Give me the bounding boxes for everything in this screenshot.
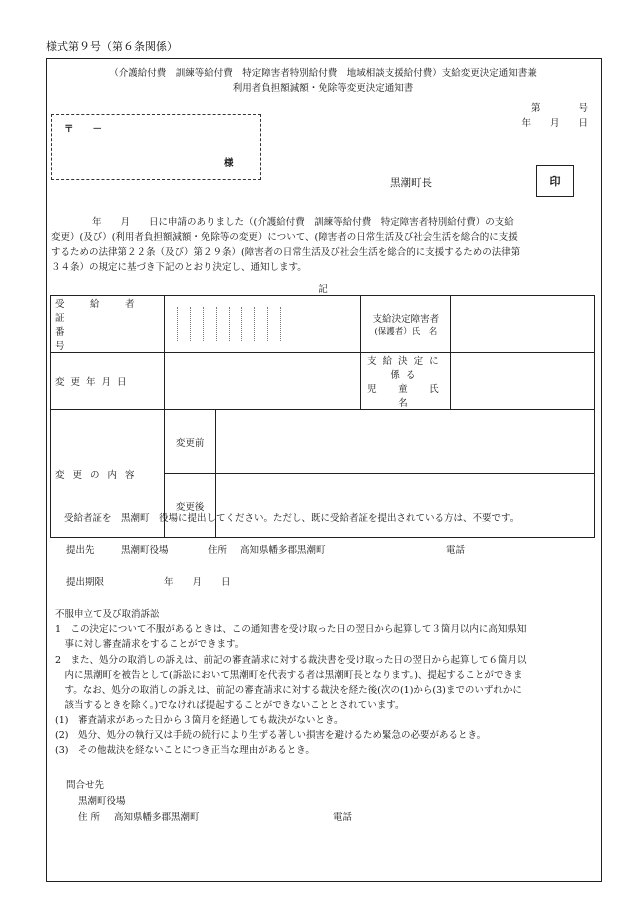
seal-box <box>536 165 574 197</box>
submit-to-label: 提出先 <box>66 545 95 556</box>
after-label: 変更後 <box>165 474 216 538</box>
doc-date: 年 月 日 <box>521 118 588 129</box>
title-line-2: 利用者負担額減額・免除等変更決定通知書 <box>232 83 414 94</box>
body-line-2: 変更）(及び）(利用者負担額減額・免除等の変更）について、(障害者の日常生活及び社会生活を総合的に支援 <box>51 232 518 243</box>
doc-number: 第 号 <box>530 103 588 114</box>
contact-heading: 問合せ先 <box>66 780 105 791</box>
body-line-1: 年 月 日に申請のありました（(介護給付費 訓練等給付費 特定障害者特別給付費）の支給 <box>92 217 514 228</box>
seal-mark: 印 <box>549 175 561 188</box>
appeal-item-2: (2) 処分、処分の執行又は手続の続行により生ずる著しい損害を避けるため緊急の必要があるとき。 <box>55 730 487 741</box>
appeal-line-3: 2 また、処分の取消しの訴えは、前記の審査請求に対する裁決書を受け取った日の翌日から起算して６箇月以 <box>55 655 527 666</box>
appeal-item-1: (1) 審査請求があった日から３箇月を経過しても裁決がないとき。 <box>55 715 344 726</box>
appeal-line-4: 内に黒潮町を被告として(訴訟において黒潮町を代表する者は黒潮町長となります。)、提起することができま <box>55 670 523 681</box>
change-content-label: 変更の内容 <box>51 410 165 538</box>
guardian-name-label: 支給決定障害者 (保護者）氏 名 <box>361 296 451 353</box>
before-field[interactable] <box>216 410 595 474</box>
appeal-line-2: 事に対し審査請求をすることができます。 <box>55 639 245 650</box>
appeal-item-3: (3) その他裁決を経ないことにつき正当な理由があるとき。 <box>55 745 315 756</box>
address-value: 高知県幡多郡黒潮町 <box>240 545 326 556</box>
body-line-3: するための法律第２２条（及び）第２９条）(障害者の日常生活及び社会生活を総合的に支援するための法律第 <box>51 247 521 258</box>
change-date-label: 変更年月日 <box>51 353 165 410</box>
recipient-cert-field[interactable] <box>165 296 361 353</box>
submit-to-value: 黒潮町役場 <box>121 545 169 556</box>
title-line-1: （介護給付費 訓練等給付費 特定障害者特別給付費 地域相談支援給付費）支給変更決定通知書兼 <box>109 68 537 79</box>
after-field[interactable] <box>216 474 595 538</box>
addressee-suffix: 様 <box>224 158 234 169</box>
child-name-label: 支給決定に係る 児 童 氏 名 <box>361 353 451 410</box>
child-name-field[interactable] <box>451 353 595 410</box>
before-label: 変更前 <box>165 410 216 474</box>
deadline-label: 提出期限 <box>66 577 105 588</box>
contact-address-label: 住 所 <box>78 812 101 823</box>
submission-notice: 受給者証を 黒潮町 役場に提出してください。ただし、既に受給者証を提出されている方は、不要です。 <box>64 513 520 524</box>
appeal-line-5: す。なお、処分の取消しの訴えは、前記の審査請求に対する裁決を経た後(次の(1)から(3)までのいずれかに <box>55 685 522 696</box>
recipient-cert-label: 受 給 者 証 番 号 <box>51 296 165 353</box>
address-box[interactable] <box>51 114 261 180</box>
contact-office: 黒潮町役場 <box>78 796 126 807</box>
deadline-value: 年 月 日 <box>164 577 231 588</box>
appeal-line-1: 1 この決定について不服があるときは、この通知書を受け取った日の翌日から起算して３箇月以内に高知県知 <box>55 624 527 635</box>
guardian-name-field[interactable] <box>451 296 595 353</box>
body-line-4: ３４条）の規定に基づき下記のとおり決定し、通知します。 <box>51 262 307 273</box>
address-label: 住所 <box>208 545 228 556</box>
form-label: 様式第９号（第６条関係） <box>46 40 178 53</box>
contact-address-value: 高知県幡多郡黒潮町 <box>114 812 200 823</box>
ki-mark: 記 <box>318 284 328 295</box>
issuer: 黒潮町長 <box>390 177 432 189</box>
decision-table <box>50 295 595 538</box>
postal-mark: 〒 － <box>64 124 103 135</box>
appeal-heading: 不服申立て及び取消訴訟 <box>55 609 160 620</box>
change-date-field[interactable] <box>165 353 361 410</box>
appeal-line-6: 該当するときを除く。)でなければ提起することができないこととされています。 <box>55 700 405 711</box>
phone-label: 電話 <box>446 545 466 556</box>
contact-phone-label: 電話 <box>333 812 353 823</box>
